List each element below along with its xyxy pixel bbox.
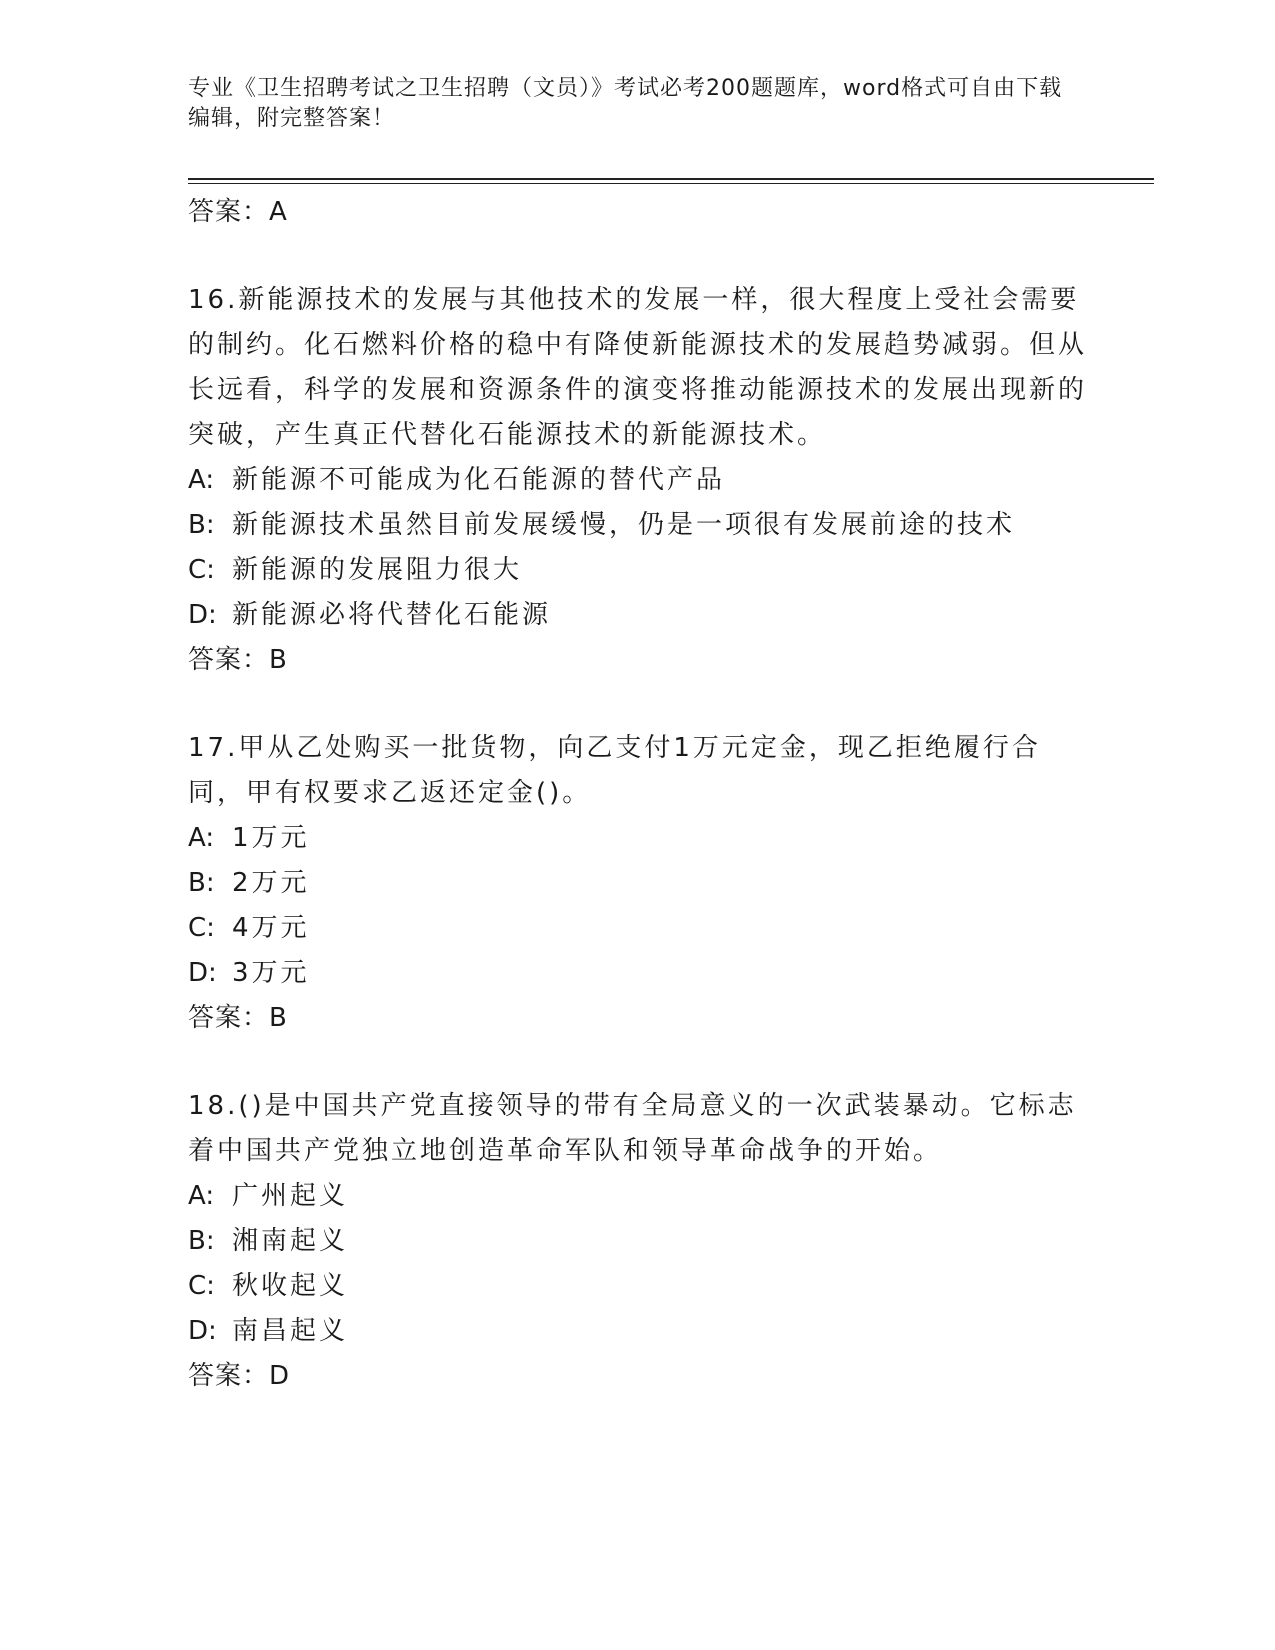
option-d [188,951,1088,996]
option-text: 广州起义 [232,1181,349,1211]
option-label: D: [188,600,217,630]
option-label: D: [188,1316,217,1346]
answer-line: 答案：B [188,645,288,675]
question-stem: 18.()是中国共产党直接领导的带有全局意义的一次武装暴动。它标志着中国共产党独立地创造革命军队和领导革命战争的开始。 [188,1091,1077,1166]
option-c [188,548,1088,593]
option-label: C: [188,913,215,943]
option-label: B: [188,510,215,540]
option-label: D: [188,958,217,988]
option-a [188,816,1088,861]
document-body [188,190,1088,1398]
answer-line: 答案：A [188,197,288,227]
option-b [188,861,1088,906]
option-text: 新能源必将代替化石能源 [232,600,552,630]
option-text: 秋收起义 [232,1271,349,1301]
option-text: 新能源技术虽然目前发展缓慢，仍是一项很有发展前途的技术 [232,510,1016,540]
answer-line: 答案：B [188,1003,288,1033]
option-label: C: [188,555,215,585]
question-18 [188,1084,1088,1398]
option-d [188,593,1088,638]
option-a [188,458,1088,503]
option-text: 1万元 [232,823,310,853]
option-b [188,503,1088,548]
option-text: 2万元 [232,868,310,898]
option-text: 南昌起义 [232,1316,349,1346]
option-c [188,906,1088,951]
option-label: C: [188,1271,215,1301]
option-a [188,1174,1088,1219]
option-c [188,1264,1088,1309]
option-text: 湘南起义 [232,1226,349,1256]
header-divider [188,178,1154,180]
document-header: 专业《卫生招聘考试之卫生招聘（文员）》考试必考200题题库，word格式可自由下载编辑，附完整答案！ [188,76,1063,131]
answer-line: 答案：D [188,1361,291,1391]
option-d [188,1309,1088,1354]
question-16 [188,278,1088,682]
question-stem: 16.新能源技术的发展与其他技术的发展一样，很大程度上受社会需要的制约。化石燃料价格的稳中有降使新能源技术的发展趋势减弱。但从长远看，科学的发展和资源条件的演变将推动能源技术的发展出现新的突破，产生真正代替化石能源技术的新能源技术。 [188,285,1088,450]
option-label: A: [188,823,215,853]
option-text: 新能源的发展阻力很大 [232,555,523,585]
question-stem: 17.甲从乙处购买一批货物，向乙支付1万元定金，现乙拒绝履行合同，甲有权要求乙返还定金()。 [188,733,1041,808]
option-label: A: [188,465,215,495]
option-text: 新能源不可能成为化石能源的替代产品 [232,465,726,495]
option-text: 4万元 [232,913,310,943]
option-label: B: [188,1226,215,1256]
option-label: B: [188,868,215,898]
option-label: A: [188,1181,215,1211]
option-text: 3万元 [232,958,310,988]
question-17 [188,726,1088,1040]
option-b [188,1219,1088,1264]
header-divider-thin [188,183,1154,184]
